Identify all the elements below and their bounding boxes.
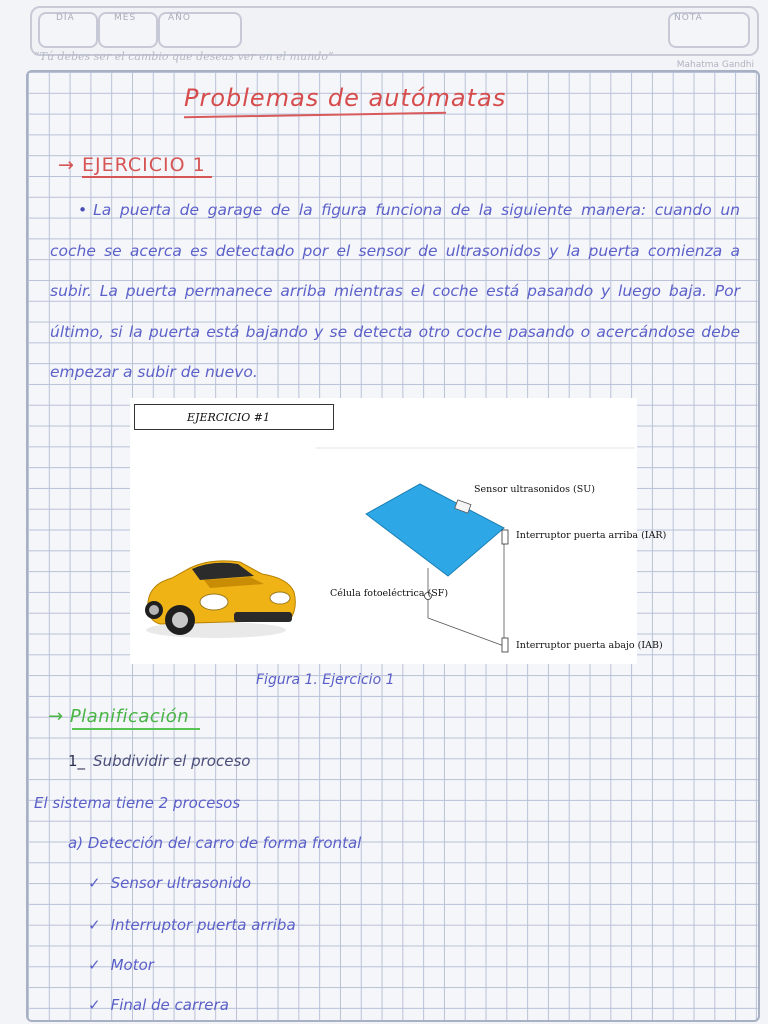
exercise-figure: [130, 398, 667, 664]
page-title: Problemas de autómatas: [184, 84, 507, 112]
step-1: [68, 752, 250, 770]
checklist-item: [88, 956, 154, 974]
check-icon: ✓: [88, 874, 101, 892]
grade-box: [668, 12, 750, 48]
exercise-underline: [82, 176, 212, 178]
sensor-label: Sensor ultrasonidos (SU): [474, 484, 595, 495]
day-label: DÍA: [56, 13, 75, 23]
subprocess-a: a) Detección del carro de forma frontal: [68, 834, 362, 852]
exercise-statement-text: La puerta de garage de la figura funciona de la siguiente manera: cuando un coche se acerca es detectado por el sensor de ultrasonidos y la puerta comienza a subir. La puerta permanece arriba mientras el coche está pasando y luego baja. Por último, si la puerta está bajando y se detecta otro coche pasando o acercándose debe empezar a subir de nuevo.: [50, 201, 740, 381]
check-icon: ✓: [88, 956, 101, 974]
year-label: AÑO: [168, 13, 191, 23]
exercise-heading-text: EJERCICIO 1: [81, 154, 206, 176]
checklist-item-text: Interruptor puerta arriba: [110, 916, 296, 934]
checklist-item: [88, 916, 296, 934]
system-description: El sistema tiene 2 procesos: [34, 794, 241, 812]
day-box: [38, 12, 98, 48]
checklist-item: [88, 874, 251, 892]
bullet-icon: •: [78, 201, 88, 219]
checklist-item-text: Final de carrera: [110, 996, 229, 1014]
notebook-header: [30, 6, 759, 56]
planning-heading-text: Planificación: [69, 706, 190, 727]
month-label: MES: [114, 13, 137, 23]
notebook-brand: Mahatma Gandhi: [676, 60, 754, 70]
exercise-statement: [50, 190, 740, 393]
iar-label: Interruptor puerta arriba (IAR): [516, 530, 667, 541]
exercise-heading: [58, 154, 206, 176]
arrow-icon: →: [58, 154, 75, 176]
checklist-item-text: Sensor ultrasonido: [110, 874, 252, 892]
notebook-motto: “Tú debes ser el cambio que deseas ver en el mundo”: [34, 50, 334, 63]
check-icon: ✓: [88, 996, 101, 1014]
planning-underline: [72, 728, 200, 730]
month-box: [98, 12, 158, 48]
step-number: 1_: [68, 752, 86, 770]
checklist-item-text: Motor: [110, 956, 154, 974]
sf-label: Célula fotoeléctrica (SF): [330, 588, 449, 599]
check-icon: ✓: [88, 916, 101, 934]
figure-label: EJERCICIO #1: [134, 404, 334, 430]
grade-label: NOTA: [674, 13, 703, 23]
figure-caption: Figura 1. Ejercicio 1: [256, 672, 395, 688]
iab-label: Interruptor puerta abajo (IAB): [516, 640, 663, 651]
car-illustration: [145, 561, 295, 638]
year-box: [158, 12, 242, 48]
step-text: Subdividir el proceso: [93, 752, 251, 770]
garage-door-diagram: [366, 484, 508, 652]
planning-heading: [48, 706, 189, 727]
arrow-icon: →: [48, 706, 64, 727]
checklist-item: [88, 996, 229, 1014]
